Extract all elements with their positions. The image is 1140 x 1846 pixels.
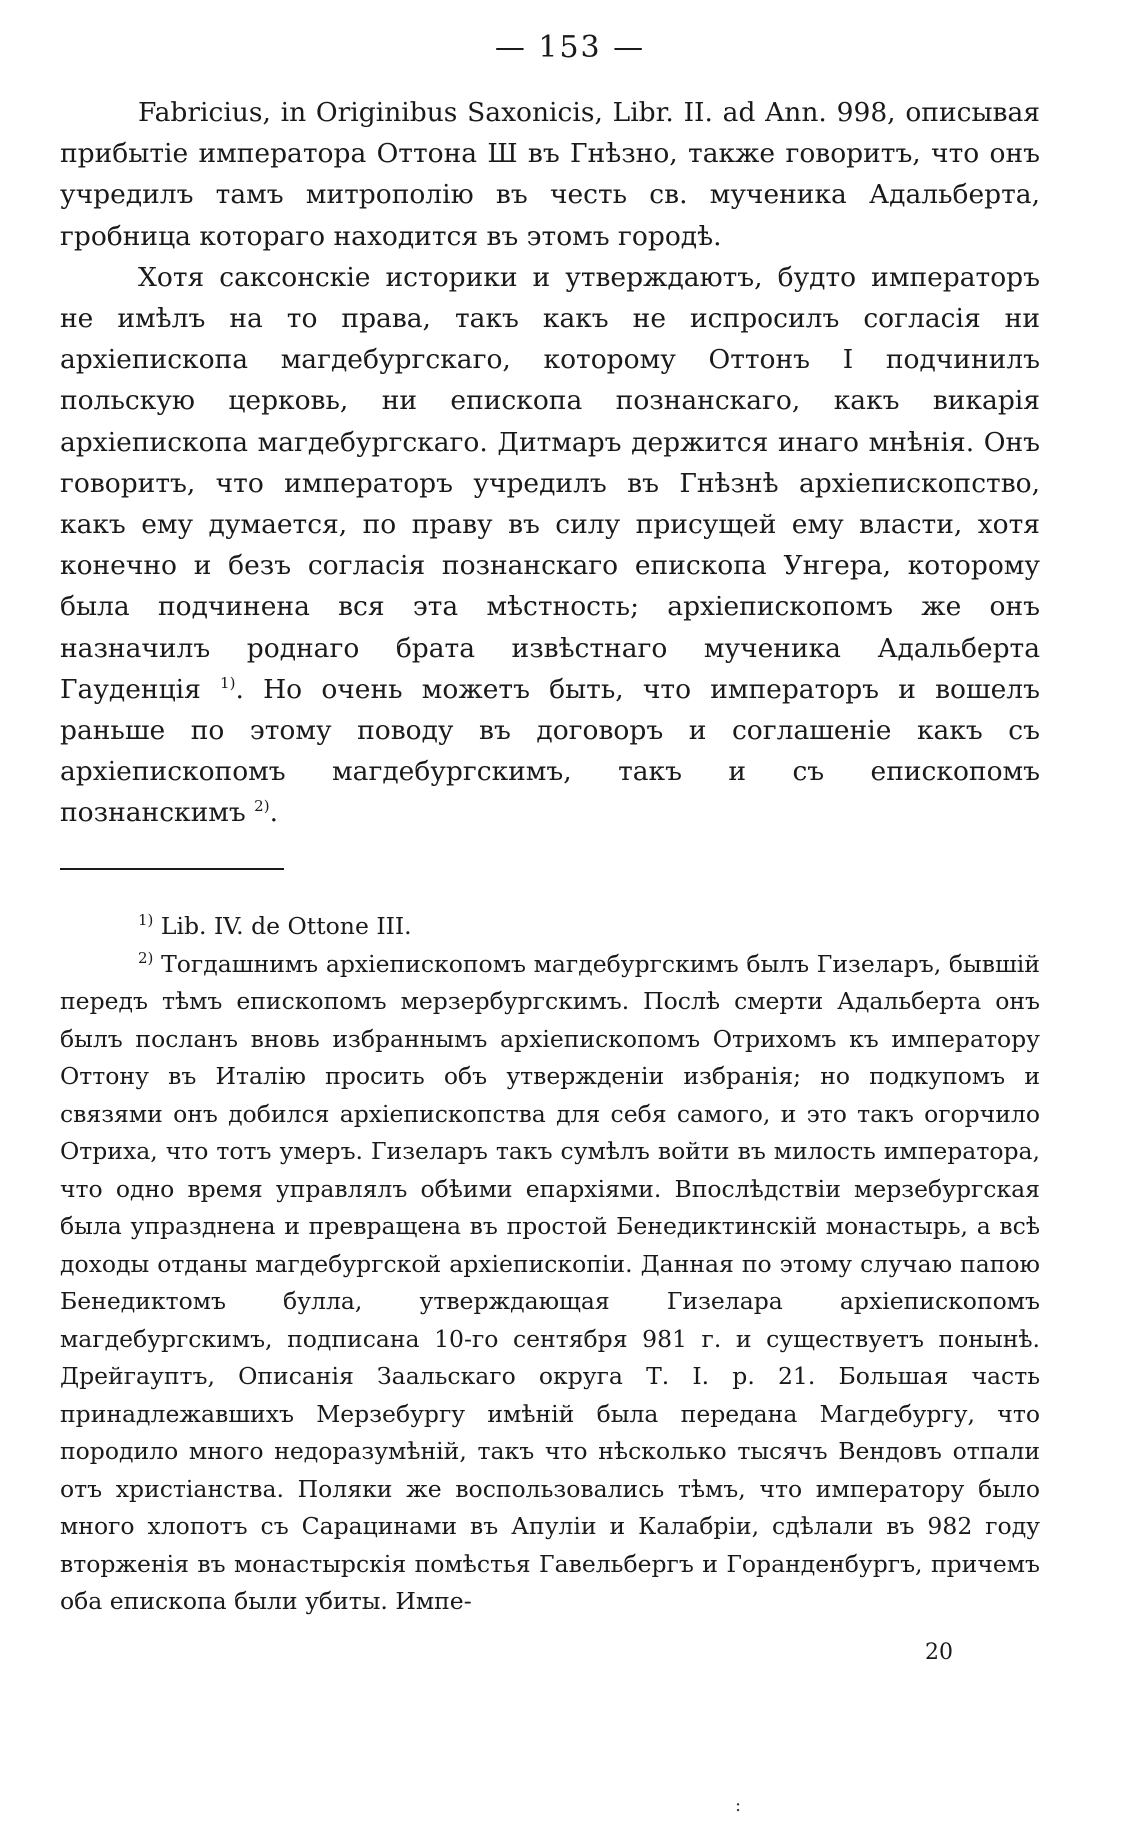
page-number-header: — 153 — [494,30,646,65]
paragraph-2-end: . [269,797,279,829]
footnote-2-number: 2 [138,948,148,967]
signature-mark: 20 [925,1640,953,1665]
footnote-separator [60,868,284,870]
paragraph-2-text-b: . Но очень можетъ быть, что императоръ и вошелъ раньше по этому поводу въ договоръ и соглашеніе какъ съ архіепископомъ магдебургскимъ, такъ и съ епископомъ познанскимъ [60,673,1040,829]
footnote-ref-1-number: 1 [220,674,230,693]
stray-print-mark: : [735,1795,742,1816]
footnote-1-text: Lib. IV. de Ottone III. [160,912,412,940]
paragraph-1: Fabricius, in Originibus Saxonicis, Libr. II. ad Ann. 998, описывая прибытіе императора Оттона Ш въ Гнѣзно, также говоритъ, что онъ учредилъ тамъ митрополію въ честь св. мученика Адальберта, гробница котораго находится въ этомъ городѣ. [60,97,1040,252]
footnote-ref-1: 1) [220,674,236,693]
footnotes [60,908,1040,1621]
footnote-1-marker: 1) [138,911,154,930]
footnote-ref-2: 2) [254,797,270,816]
paragraph-2-text-a: Хотя саксонскіе историки и утверждаютъ, будто императоръ не имѣлъ на то права, такъ какъ не испросилъ согласія ни архіепископа магдебургскаго, которому Оттонъ I подчинилъ польскую церковь, ни епископа познанскаго, какъ викарія архіепископа магдебургскаго. Дитмаръ держится инаго мнѣнія. Онъ говоритъ, что императоръ учредилъ въ Гнѣзнѣ архіепископство, какъ ему думается, по праву въ силу присущей ему власти, хотя конечно и безъ согласія познанскаго епископа Унгера, которому была подчинена вся эта мѣстность; архіепископомъ же онъ назначилъ роднаго брата извѣстнаго мученика Адальберта Гауденція [60,261,1040,705]
footnote-2-text: Тогдашнимъ архіепископомъ магдебургскимъ былъ Гизеларъ, бывшій передъ тѣмъ епископомъ мерзербургскимъ. Послѣ смерти Адальберта онъ былъ посланъ вновь избраннымъ архіепископомъ Отрихомъ къ императору Оттону въ Италію просить объ утвержденіи избранія; но подкупомъ и связями онъ добился архіепископства для себя самого, и это такъ огорчило Отриха, что тотъ умеръ. Гизеларъ такъ сумѣлъ войти въ милость императора, что одно время управлялъ обѣими епархіями. Впослѣдствіи мерзебургская была упразднена и превращена въ простой Бенедиктинскій монастырь, а всѣ доходы отданы магдебургской архіепископіи. Данная по этому случаю папою Бенедиктомъ булла, утверждающая Гизелара архіепископомъ магдебургскимъ, подписана 10-го сентября 981 г. и существуетъ понынѣ. Дрейгауптъ, Описанія Заальскаго округа Т. I. р. 21. Большая часть принадлежавшихъ Мерзебургу имѣній была передана Магдебургу, что породило много недоразумѣній, такъ что нѣсколько тысячъ Вендовъ отпали отъ христіанства. Поляки же воспользовались тѣмъ, что императору было много хлопотъ съ Сарацинами въ Апуліи и Калабріи, сдѣлали въ 982 году вторженія въ монастырскія помѣстья Гавельбергъ и Горанденбургъ, причемъ оба епископа были убиты. Импе- [60,949,1040,1615]
footnote-2-marker: 2) [138,948,154,967]
footnote-2 [60,946,1040,1621]
main-text [60,92,1040,834]
footnote-1-number: 1 [138,911,148,930]
footnote-1 [60,908,1040,946]
footnote-ref-2-number: 2 [254,797,264,816]
paragraph-2 [60,257,1040,834]
